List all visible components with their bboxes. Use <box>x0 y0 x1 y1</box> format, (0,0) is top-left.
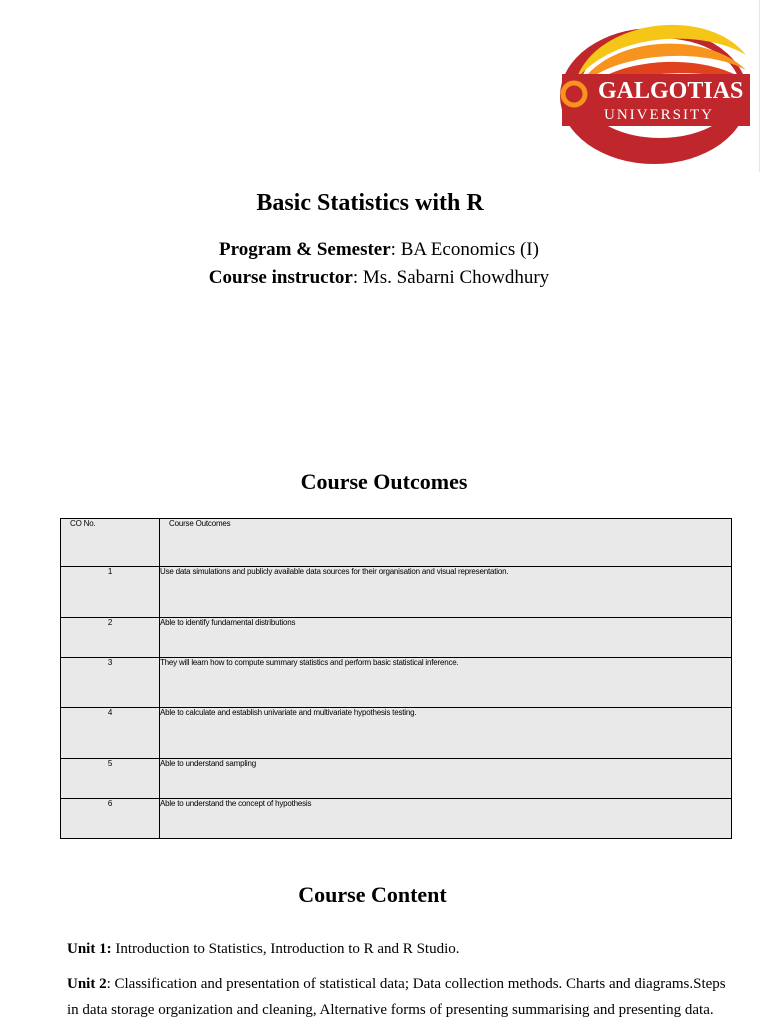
outcomes-table <box>60 518 732 839</box>
co-text: Able to calculate and establish univariate and multivariate hypothesis testing. <box>160 708 732 759</box>
co-number: 1 <box>61 567 160 618</box>
co-text: Able to identify fundamental distributions <box>160 618 732 658</box>
instructor-label: Course instructor <box>208 267 353 288</box>
co-text: Able to understand the concept of hypothesis <box>160 799 732 839</box>
co-number: 4 <box>61 708 160 759</box>
table-row <box>61 759 732 799</box>
university-logo <box>556 10 752 168</box>
header-course-outcomes: Course Outcomes <box>160 519 732 567</box>
co-number: 6 <box>61 799 160 839</box>
header-co-no: CO No. <box>61 519 160 567</box>
instructor-value: : Ms. Sabarni Chowdhury <box>352 267 550 288</box>
logo-line2: UNIVERSITY <box>604 107 714 123</box>
unit-2 <box>67 971 727 1023</box>
instructor-line <box>0 267 758 289</box>
unit-1-text: Introduction to Statistics, Introduction to R and R Studio. <box>111 941 460 957</box>
co-text: Able to understand sampling <box>160 759 732 799</box>
logo-graphic <box>556 10 752 168</box>
table-row <box>61 799 732 839</box>
table-row <box>61 618 732 658</box>
logo-line1: GALGOTIAS <box>598 78 744 104</box>
program-value: : BA Economics (I) <box>390 239 539 260</box>
program-line <box>0 239 758 261</box>
co-number: 5 <box>61 759 160 799</box>
document-title: Basic Statistics with R <box>256 190 484 216</box>
co-number: 2 <box>61 618 160 658</box>
outcomes-heading: Course Outcomes <box>300 469 468 494</box>
page-edge-divider <box>759 0 760 172</box>
program-label: Program & Semester <box>219 239 391 260</box>
table-row <box>61 567 732 618</box>
unit-1-label: Unit 1: <box>67 941 112 957</box>
unit-1 <box>67 936 727 962</box>
co-number: 3 <box>61 658 160 708</box>
table-header-row <box>61 519 732 567</box>
unit-2-text: : Classification and presentation of statistical data; Data collection methods. Charts and diagrams.Steps in data storage organization and cleaning, Alternative forms of presenting summarising and presenting data. <box>67 976 726 1018</box>
content-heading: Course Content <box>298 882 447 907</box>
table-row <box>61 658 732 708</box>
co-text: Use data simulations and publicly available data sources for their organisation and visual representation. <box>160 567 732 618</box>
unit-2-label: Unit 2 <box>67 976 107 992</box>
table-row <box>61 708 732 759</box>
co-text: They will learn how to compute summary statistics and perform basic statistical inference. <box>160 658 732 708</box>
